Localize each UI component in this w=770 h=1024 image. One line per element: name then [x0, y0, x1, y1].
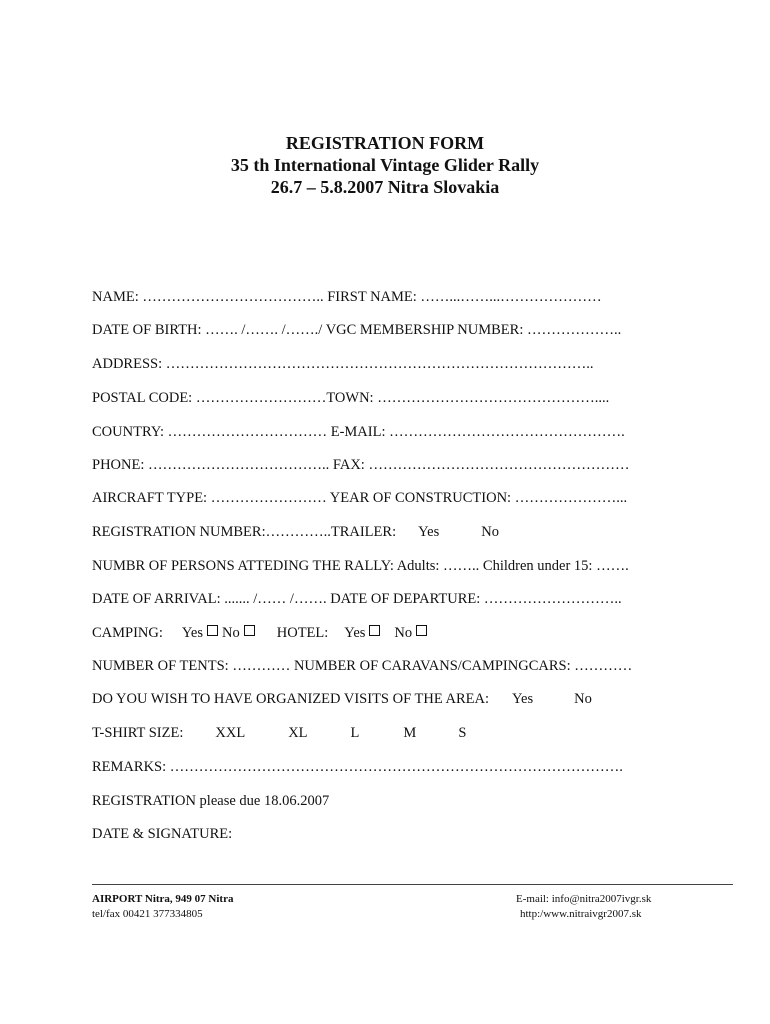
tshirt-size-s[interactable]: S [458, 725, 467, 741]
organized-visits-line [92, 690, 592, 708]
country-email-line[interactable]: COUNTRY: …………………………… E-MAIL: …………………………………………. [92, 424, 625, 440]
form-title: REGISTRATION FORM [285, 133, 485, 153]
tshirt-label: T-SHIRT SIZE: [92, 725, 184, 741]
arrival-departure-line[interactable]: DATE OF ARRIVAL: ....... /…… /……. DATE OF DEPARTURE: ……………………….. [92, 591, 622, 607]
hotel-yes-label: Yes [344, 625, 366, 641]
dob-membership-line[interactable]: DATE OF BIRTH: ……. /……. /……./ VGC MEMBERSHIP NUMBER: ……………….. [92, 322, 622, 338]
hotel-no-label: No [394, 625, 413, 641]
tshirt-size-line [92, 724, 466, 742]
event-dates-location: 26.7 – 5.8.2007 Nitra Slovakia [270, 177, 500, 197]
address-field-line[interactable]: ADDRESS: …………………………………………………………………………….. [92, 356, 594, 372]
visits-yes-option[interactable]: Yes [512, 691, 534, 707]
camping-yes-label: Yes [181, 625, 204, 641]
tshirt-size-xl[interactable]: XL [288, 725, 308, 741]
tents-caravans-line[interactable]: NUMBER OF TENTS: ………… NUMBER OF CARAVANS/CAMPINGCARS: ………… [92, 658, 633, 674]
remarks-line[interactable]: REMARKS: …………………………………………………………………………………. [92, 759, 623, 775]
footer-contact-left [92, 892, 233, 922]
camping-no-checkbox[interactable] [244, 625, 255, 636]
event-name: 35 th International Vintage Glider Rally [230, 155, 540, 175]
camping-label: CAMPING: [92, 625, 163, 641]
email-link[interactable]: E-mail: info@nitra2007ivgr.sk [516, 893, 652, 905]
visits-label: DO YOU WISH TO HAVE ORGANIZED VISITS OF THE AREA: [92, 691, 490, 707]
date-signature-line[interactable]: DATE & SIGNATURE: [92, 826, 233, 842]
visits-no-option[interactable]: No [574, 691, 592, 707]
website-link[interactable]: http:/www.nitraivgr2007.sk [520, 908, 642, 920]
postal-town-line[interactable]: POSTAL CODE: ………………………TOWN: ……………………………………….... [92, 390, 610, 406]
camping-hotel-line [92, 624, 431, 642]
tel-fax: tel/fax 00421 377334805 [92, 908, 203, 920]
tshirt-size-xxl[interactable]: XXL [215, 725, 246, 741]
footer-divider [92, 884, 733, 885]
registration-trailer-label[interactable]: REGISTRATION NUMBER:…………..TRAILER: [92, 524, 397, 540]
camping-yes-checkbox[interactable] [207, 625, 218, 636]
phone-fax-line[interactable]: PHONE: ……………………………….. FAX: ……………………………………………… [92, 457, 630, 473]
form-header [0, 132, 770, 198]
airport-address: AIRPORT Nitra, 949 07 Nitra [92, 893, 234, 905]
hotel-label: HOTEL: [276, 625, 329, 641]
hotel-yes-checkbox[interactable] [369, 625, 380, 636]
trailer-no-option[interactable]: No [481, 524, 499, 540]
registration-trailer-line [92, 523, 499, 541]
aircraft-type-line[interactable]: AIRCRAFT TYPE: …………………… YEAR OF CONSTRUCTION: …………………... [92, 490, 628, 506]
name-field-line[interactable]: NAME: ……………………………….. FIRST NAME: ……...……...………………… [92, 289, 602, 305]
tshirt-size-l[interactable]: L [350, 725, 360, 741]
registration-due-note: REGISTRATION please due 18.06.2007 [92, 793, 330, 809]
tshirt-size-m[interactable]: M [403, 725, 417, 741]
footer-contact-right [516, 892, 651, 922]
camping-no-label: No [222, 625, 240, 641]
persons-attending-line[interactable]: NUMBR OF PERSONS ATTEDING THE RALLY: Adults: …….. Children under 15: ……. [92, 558, 629, 574]
hotel-no-checkbox[interactable] [416, 625, 427, 636]
trailer-yes-option[interactable]: Yes [418, 524, 440, 540]
